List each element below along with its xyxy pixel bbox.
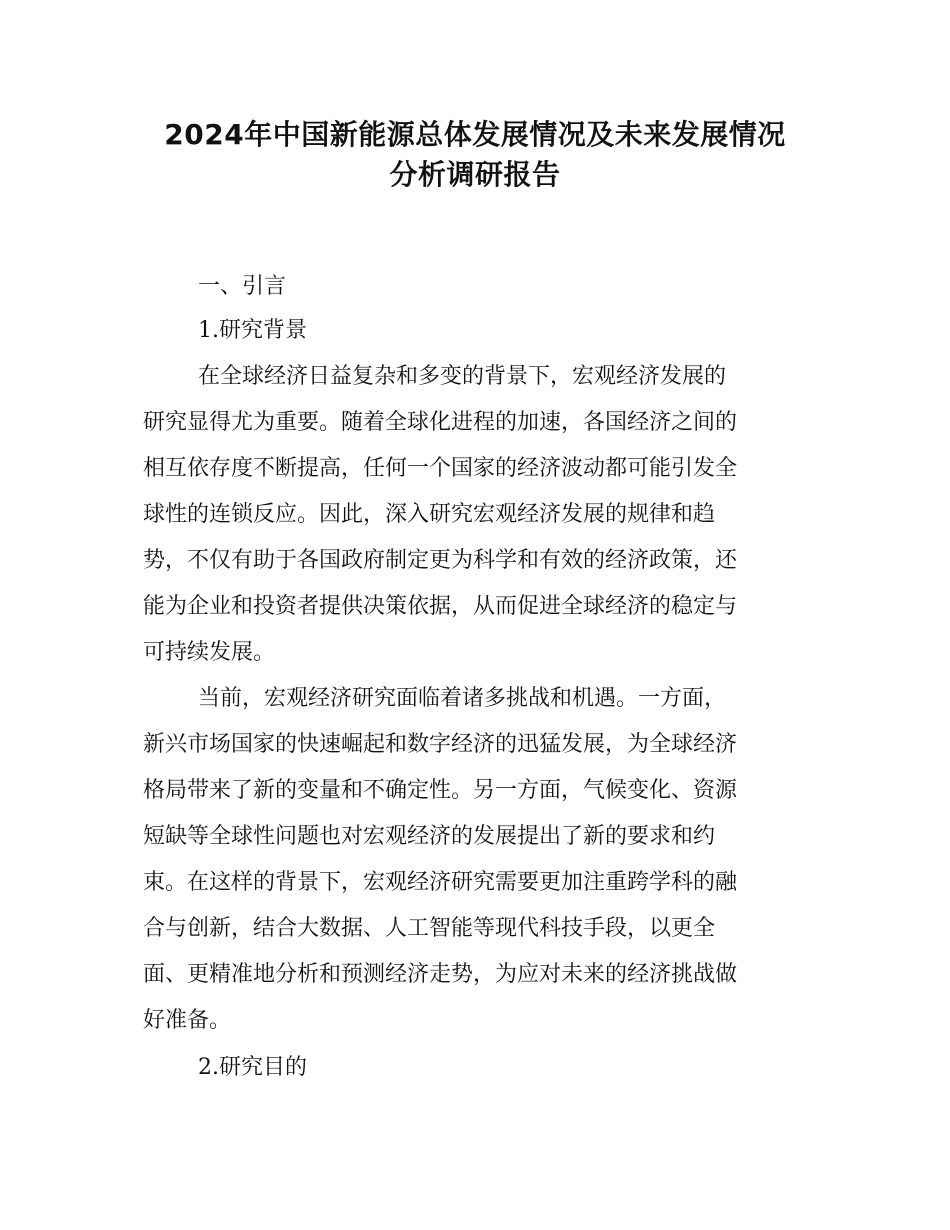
paragraph-2-line: 好准备。 <box>143 1008 232 1033</box>
subsection-heading-research-purpose: 2.研究目的 <box>198 1055 307 1080</box>
paragraph-1-line: 可持续发展。 <box>143 640 276 665</box>
subsection-heading-research-background: 1.研究背景 <box>198 318 307 343</box>
paragraph-2-line: 格局带来了新的变量和不确定性。另一方面，气候变化、资源 <box>143 778 738 803</box>
paragraph-1-line: 势，不仅有助于各国政府制定更为科学和有效的经济政策，还 <box>143 548 738 573</box>
section-heading-introduction: 一、引言 <box>198 274 287 299</box>
paragraph-2-line: 束。在这样的背景下，宏观经济研究需要更加注重跨学科的融 <box>143 870 738 895</box>
paragraph-2-line: 合与创新，结合大数据、人工智能等现代科技手段，以更全 <box>143 916 716 941</box>
paragraph-2-line: 面、更精准地分析和预测经济走势，为应对未来的经济挑战做 <box>143 962 738 987</box>
paragraph-1-line: 在全球经济日益复杂和多变的背景下，宏观经济发展的 <box>198 364 727 389</box>
paragraph-1-line: 球性的连锁反应。因此，深入研究宏观经济发展的规律和趋 <box>143 502 716 527</box>
document-title-line-1: 2024年中国新能源总体发展情况及未来发展情况 <box>164 118 786 151</box>
paragraph-2-line: 短缺等全球性问题也对宏观经济的发展提出了新的要求和约 <box>143 824 716 849</box>
paragraph-2-line: 新兴市场国家的快速崛起和数字经济的迅猛发展，为全球经济 <box>143 732 738 757</box>
paragraph-1-line: 相互依存度不断提高，任何一个国家的经济波动都可能引发全 <box>143 456 738 481</box>
paragraph-2-line: 当前，宏观经济研究面临着诸多挑战和机遇。一方面， <box>198 686 727 711</box>
paragraph-1-line: 研究显得尤为重要。随着全球化进程的加速，各国经济之间的 <box>143 410 738 435</box>
document-title-line-2: 分析调研报告 <box>389 158 561 191</box>
paragraph-1-line: 能为企业和投资者提供决策依据，从而促进全球经济的稳定与 <box>143 594 738 619</box>
